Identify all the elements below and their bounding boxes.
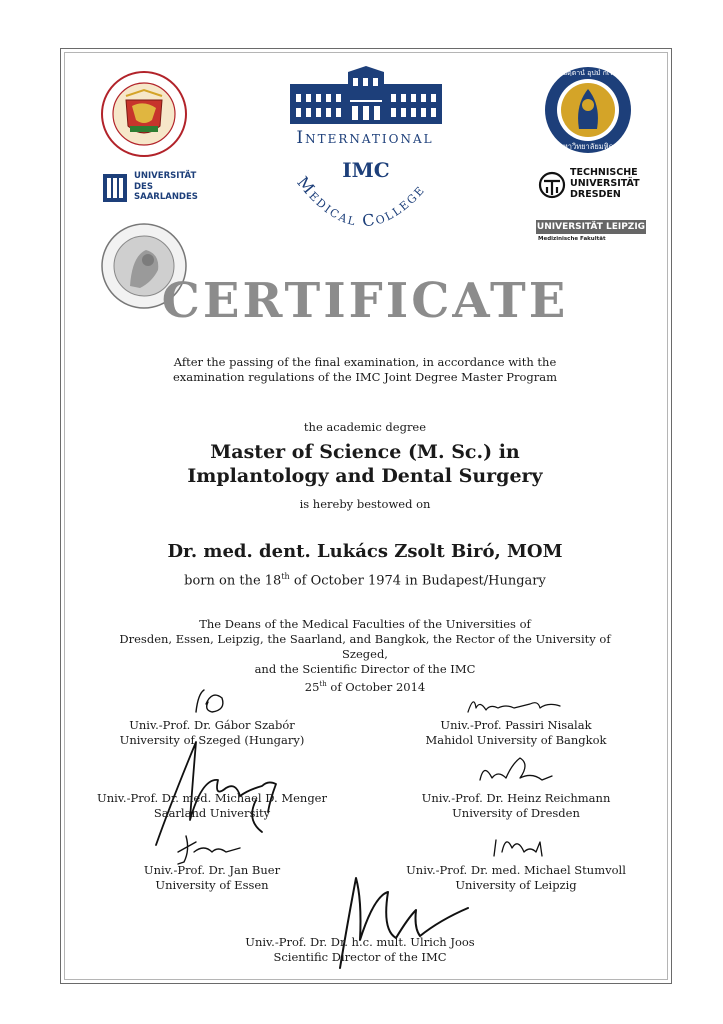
date-sup: th	[319, 680, 327, 688]
saarland-line-3: SAARLANDES	[134, 192, 198, 202]
reichmann-affiliation: University of Dresden	[452, 806, 580, 820]
menger-name: Univ.-Prof. Dr. med. Michael D. Menger	[97, 791, 327, 805]
joos-name: Univ.-Prof. Dr. Dr. h.c. mult. Ulrich Joos	[245, 935, 475, 949]
buer-name: Univ.-Prof. Dr. Jan Buer	[143, 863, 281, 877]
stumvoll-affiliation: University of Leipzig	[455, 878, 577, 892]
reichmann-name: Univ.-Prof. Dr. Heinz Reichmann	[421, 791, 611, 805]
buer-affiliation: University of Essen	[155, 878, 269, 892]
signatory-szabo	[82, 718, 342, 748]
joos-affiliation: Scientific Director of the IMC	[273, 950, 447, 964]
signature-buer	[178, 836, 240, 864]
signatory-joos	[230, 935, 490, 965]
menger-affiliation: Saarland University	[153, 806, 271, 820]
degree-line-1: Master of Science (M. Sc.) in	[210, 441, 520, 463]
college-abbr: IMC	[342, 158, 390, 182]
birth-pre: born on the 18	[184, 573, 282, 589]
mahidol-motto: อตฺตานํ อุปมํ กเร	[562, 69, 614, 77]
degree-intro: the academic degree	[303, 420, 427, 434]
tud-line-1: TECHNISCHE	[570, 167, 638, 178]
nisalak-affiliation: Mahidol University of Bangkok	[425, 733, 607, 747]
deans-line-1: The Deans of the Medical Faculties of the Universities of	[199, 617, 531, 631]
signatory-nisalak	[386, 718, 646, 748]
nisalak-name: Univ.-Prof. Passiri Nisalak	[440, 718, 592, 732]
szabo-affiliation: University of Szeged (Hungary)	[119, 733, 305, 747]
signatory-menger	[82, 791, 342, 821]
college-line-international: International	[296, 128, 434, 148]
bestowed-text: is hereby bestowed on	[299, 497, 431, 511]
intro-line-1: After the passing of the final examination, in accordance with the	[173, 355, 557, 369]
signature-reichmann	[480, 758, 552, 780]
tud-line-3: DRESDEN	[570, 189, 621, 200]
mahidol-name: มหาวิทยาลัยมหิดล	[557, 142, 619, 151]
leipzig-faculty-label: Medizinische Fakultät	[538, 236, 606, 242]
date-pre: 25	[304, 679, 320, 694]
recipient-name: Dr. med. dent. Lukács Zsolt Biró, MOM	[167, 541, 563, 562]
college-line-medical-college: Medical College	[293, 172, 429, 231]
szabo-name: Univ.-Prof. Dr. Gábor Szabór	[129, 718, 295, 732]
saarland-line-1: UNIVERSITÄT	[134, 171, 197, 181]
deans-line-3: and the Scientific Director of the IMC	[254, 662, 476, 676]
date-post: of October 2014	[326, 679, 426, 694]
stumvoll-name: Univ.-Prof. Dr. med. Michael Stumvoll	[406, 863, 626, 877]
birth-post: of October 1974 in Budapest/Hungary	[289, 573, 546, 589]
signature-szabo	[196, 690, 223, 712]
signature-nisalak	[468, 702, 560, 712]
degree-line-2: Implantology and Dental Surgery	[187, 465, 543, 487]
intro-line-2: examination regulations of the IMC Joint Degree Master Program	[172, 370, 558, 384]
leipzig-logo-bar: UNIVERSITÄT LEIPZIG	[536, 222, 646, 232]
certificate-title: CERTIFICATE	[161, 273, 569, 329]
tud-line-2: UNIVERSITÄT	[570, 178, 640, 189]
signatory-buer	[82, 863, 342, 893]
birth-sup: th	[281, 572, 290, 581]
signatory-reichmann	[386, 791, 646, 821]
saarland-line-2: DES	[134, 181, 153, 192]
deans-line-2: Dresden, Essen, Leipzig, the Saarland, and Bangkok, the Rector of the University of Szeged,	[119, 632, 611, 661]
signature-stumvoll	[494, 840, 542, 856]
signatory-stumvoll	[386, 863, 646, 893]
